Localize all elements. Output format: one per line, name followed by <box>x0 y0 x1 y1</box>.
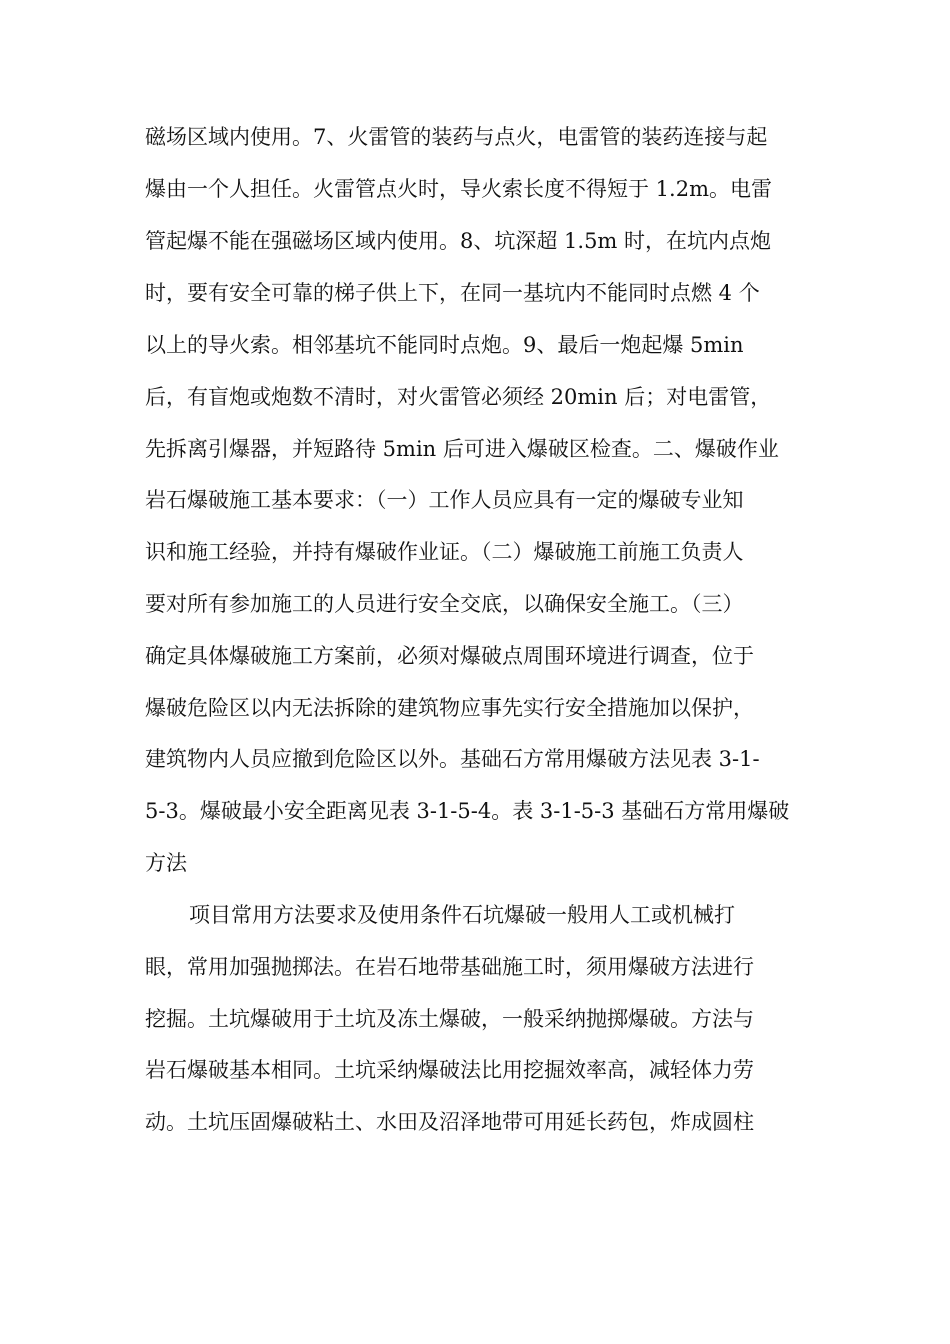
paragraph-1-line-6: 后，有盲炮或炮数不清时，对火雷管必须经 20min 后；对电雷管， <box>145 385 772 409</box>
paragraph-1-line-5: 以上的导火索。相邻基坑不能同时点炮。9、最后一炮起爆 5min <box>145 333 744 357</box>
paragraph-2-line-4: 岩石爆破基本相同。土坑采纳爆破法比用挖掘效率高，减轻体力劳 <box>145 1058 754 1082</box>
paragraph-1-line-7: 先拆离引爆器，并短路待 5min 后可进入爆破区检查。二、爆破作业 <box>145 437 779 461</box>
paragraph-1-line-4: 时，要有安全可靠的梯子供上下，在同一基坑内不能同时点燃 4 个 <box>145 281 760 305</box>
paragraph-1-line-10: 要对所有参加施工的人员进行安全交底，以确保安全施工。（三） <box>145 592 744 616</box>
paragraph-2-line-3: 挖掘。土坑爆破用于土坑及冻土爆破，一般采纳抛掷爆破。方法与 <box>145 1007 754 1031</box>
paragraph-2-line-2: 眼，常用加强抛掷法。在岩石地带基础施工时，须用爆破方法进行 <box>145 955 754 979</box>
paragraph-1-line-11: 确定具体爆破施工方案前，必须对爆破点周围环境进行调查，位于 <box>145 644 754 668</box>
paragraph-1-line-13: 建筑物内人员应撤到危险区以外。基础石方常用爆破方法见表 3-1- <box>145 747 760 771</box>
paragraph-2-line-1: 项目常用方法要求及使用条件石坑爆破一般用人工或机械打 <box>189 903 735 927</box>
paragraph-1-line-15: 方法 <box>145 851 187 875</box>
paragraph-1-line-1: 磁场区域内使用。7、火雷管的装药与点火，电雷管的装药连接与起 <box>145 125 768 149</box>
paragraph-1-line-2: 爆由一个人担任。火雷管点火时，导火索长度不得短于 1.2m。电雷 <box>145 177 772 201</box>
paragraph-1-line-9: 识和施工经验，并持有爆破作业证。（二）爆破施工前施工负责人 <box>145 540 744 564</box>
paragraph-2-line-5: 动。土坑压固爆破粘土、水田及沼泽地带可用延长药包，炸成圆柱 <box>145 1110 754 1134</box>
paragraph-1-line-14: 5-3。爆破最小安全距离见表 3-1-5-4。表 3-1-5-3 基础石方常用爆破 <box>145 799 790 823</box>
paragraph-1-line-12: 爆破危险区以内无法拆除的建筑物应事先实行安全措施加以保护， <box>145 696 754 720</box>
paragraph-1-line-3: 管起爆不能在强磁场区域内使用。8、坑深超 1.5m 时，在坑内点炮 <box>145 229 772 253</box>
paragraph-1-line-8: 岩石爆破施工基本要求：（一）工作人员应具有一定的爆破专业知 <box>145 488 744 512</box>
